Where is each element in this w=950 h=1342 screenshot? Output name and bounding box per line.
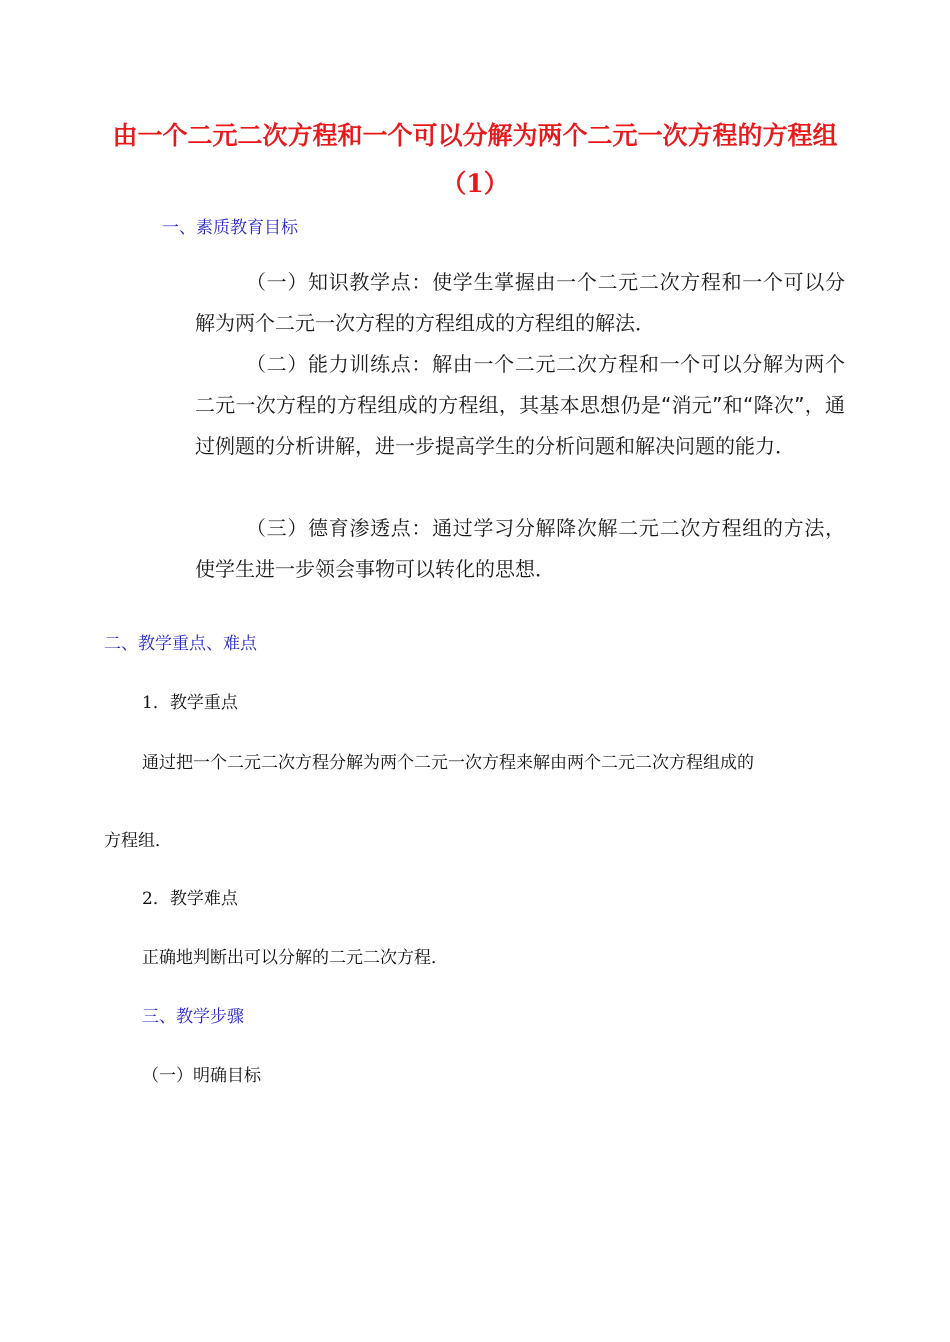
document-title: 由一个二元二次方程和一个可以分解为两个二元一次方程的方程组	[112, 121, 838, 150]
key-point-label: 1．教学重点	[142, 693, 238, 713]
paragraph-ability-point: （二）能力训练点：解由一个二元二次方程和一个可以分解为两个二元一次方程的方程组成的方程组，其基本思想仍是“消元”和“降次”，通过例题的分析讲解，进一步提高学生的分析问题和解决问题的能力．	[195, 352, 845, 458]
difficulty-label: 2．教学难点	[142, 889, 238, 909]
paragraph-knowledge-point: （一）知识教学点：使学生掌握由一个二元二次方程和一个可以分解为两个二元一次方程的方程组成的方程组的解法．	[195, 270, 845, 335]
step-clarify-goals: （一）明确目标	[142, 1066, 261, 1086]
section-heading-goals: 一、素质教育目标	[162, 218, 298, 238]
key-point-text-continued: 方程组．	[104, 831, 172, 851]
paragraph-moral-point: （三）德育渗透点：通过学习分解降次解二元二次方程组的方法，使学生进一步领会事物可以转化的思想．	[195, 516, 845, 581]
key-point-text: 通过把一个二元二次方程分解为两个二元一次方程来解由两个二元二次方程组成的	[142, 753, 754, 773]
difficulty-text: 正确地判断出可以分解的二元二次方程．	[142, 948, 448, 968]
section-heading-key-points: 二、教学重点、难点	[104, 634, 257, 654]
document-title-number: （1）	[441, 169, 509, 198]
section-heading-steps: 三、教学步骤	[142, 1007, 244, 1027]
